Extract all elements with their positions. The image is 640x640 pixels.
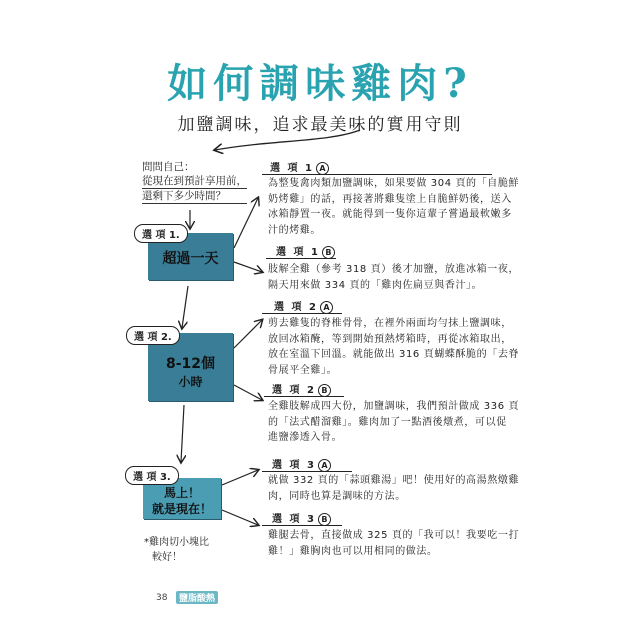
choice-tag-3: 選 項 3. (125, 466, 179, 485)
footnote-line-1: *雞肉切小塊比 (144, 537, 209, 548)
option-1b-title: 選 項 1 (276, 247, 320, 258)
option-3b-title: 選 項 3 (272, 514, 316, 525)
question-note (142, 160, 247, 204)
option-2b-letter: B (318, 384, 331, 397)
choice-box-1 (142, 230, 233, 280)
option-3b-rule (262, 525, 342, 526)
question-line-1: 問問自己： (142, 161, 195, 173)
option-3a-letter: A (318, 459, 331, 472)
choice-box-3 (133, 472, 231, 519)
option-1b-line: 肢解全雞（參考 318 頁）後才加鹽，放進冰箱一夜， (268, 264, 520, 275)
option-3b-text (268, 528, 538, 559)
option-3a-line: 就做 332 頁的「蒜頭雞湯」吧！使用好的高湯熬燉雞 (268, 475, 520, 486)
question-line-2: 從現在到預計享用前， (142, 175, 247, 187)
choice-tag-1: 選 項 1. (134, 224, 188, 243)
choice-text-3b: 就是現在！ (151, 502, 212, 516)
option-2a-line: 骨展平全雞」。 (268, 364, 338, 376)
option-3b-letter: B (318, 513, 331, 526)
option-2b-line: 全雞肢解成四大份，加鹽調味，我們預計做成 336 頁 (268, 401, 520, 412)
option-3a-line: 肉，同時也算是調味的方法。 (268, 490, 406, 502)
page-subtitle: 加鹽調味，追求最美味的實用守則 (177, 115, 463, 135)
option-1a-line: 冰箱靜置一夜。就能得到一隻你這輩子嘗過最軟嫩多 (268, 209, 512, 220)
option-3b-line: 雞腿去骨，直接做成 325 頁的「我可以！我要吃一打 (268, 530, 520, 541)
option-2b-line: 進鹽滲透入骨。 (268, 432, 343, 443)
option-1a-label (270, 159, 329, 175)
option-3a-text (268, 473, 538, 504)
option-1a-text (268, 176, 538, 238)
option-1a-title: 選 項 1 (270, 163, 314, 174)
option-2a-rule (262, 313, 342, 314)
option-2a-line: 放回冰箱醃，等到開始預熱烤箱時，再從冰箱取出， (268, 333, 512, 345)
option-2a-label (274, 298, 333, 314)
page-number: 38 (156, 593, 168, 603)
option-2a-text (268, 316, 538, 378)
option-1b-rule (266, 258, 336, 259)
option-1b-line: 隔天用來做 334 頁的「雞肉佐扁豆與香汁」。 (268, 279, 483, 291)
option-1b-label (276, 243, 335, 259)
option-2b-title: 選 項 2 (272, 385, 316, 396)
option-3b-line: 雞！」雞胸肉也可以用相同的做法。 (268, 545, 438, 557)
asterisk-mark: * (225, 472, 231, 486)
option-2a-line: 剪去雞隻的脊椎骨骨，在裡外兩面均勻抹上鹽調味， (268, 318, 512, 329)
choice-text-2b: 小時 (178, 375, 203, 389)
option-1a-line: 汁的烤雞。 (268, 224, 321, 236)
option-2b-label (272, 381, 331, 397)
option-1b-letter: B (322, 246, 335, 259)
choice-text-1: 超過一天 (162, 251, 219, 267)
option-3b-label (272, 510, 331, 526)
question-line-3: 還剩下多少時間？ (142, 189, 247, 204)
footnote-line-2: 較好！ (152, 552, 182, 563)
option-3a-rule (262, 471, 352, 472)
option-1a-line: 奶烤雞」的話，再接著將雞隻塗上自脆鮮奶後，送入 (268, 193, 512, 205)
book-section-label: 鹽脂酸熱 (176, 591, 218, 604)
option-1a-rule (262, 174, 492, 175)
option-3a-title: 選 項 3 (272, 460, 316, 471)
footnote (144, 535, 209, 565)
option-1a-letter: A (316, 162, 329, 175)
choice-tag-2: 選 項 2. (126, 326, 180, 345)
option-2a-letter: A (320, 301, 333, 314)
option-1a-line: 為整隻禽肉類加鹽調味，如果要做 304 頁的「自脆鮮 (268, 178, 520, 189)
choice-text-2a: 8-12個 (165, 356, 216, 372)
option-1b-text (268, 262, 538, 293)
choice-text-3a: 馬上！ (163, 486, 200, 500)
option-2b-text (268, 399, 538, 446)
option-2a-title: 選 項 2 (274, 302, 318, 313)
option-3a-label (272, 456, 331, 472)
choice-box-2 (134, 332, 233, 401)
option-2b-line: 的「法式醋溜雞」。雞肉加了一點酒後燉煮，可以促 (268, 416, 507, 428)
option-2b-rule (264, 396, 344, 397)
option-2a-line: 放在室溫下回溫。就能做出 316 頁蝴蝶酥脆的「去脊 (268, 349, 520, 360)
page-title: 如何調味雞肉? (167, 60, 473, 107)
